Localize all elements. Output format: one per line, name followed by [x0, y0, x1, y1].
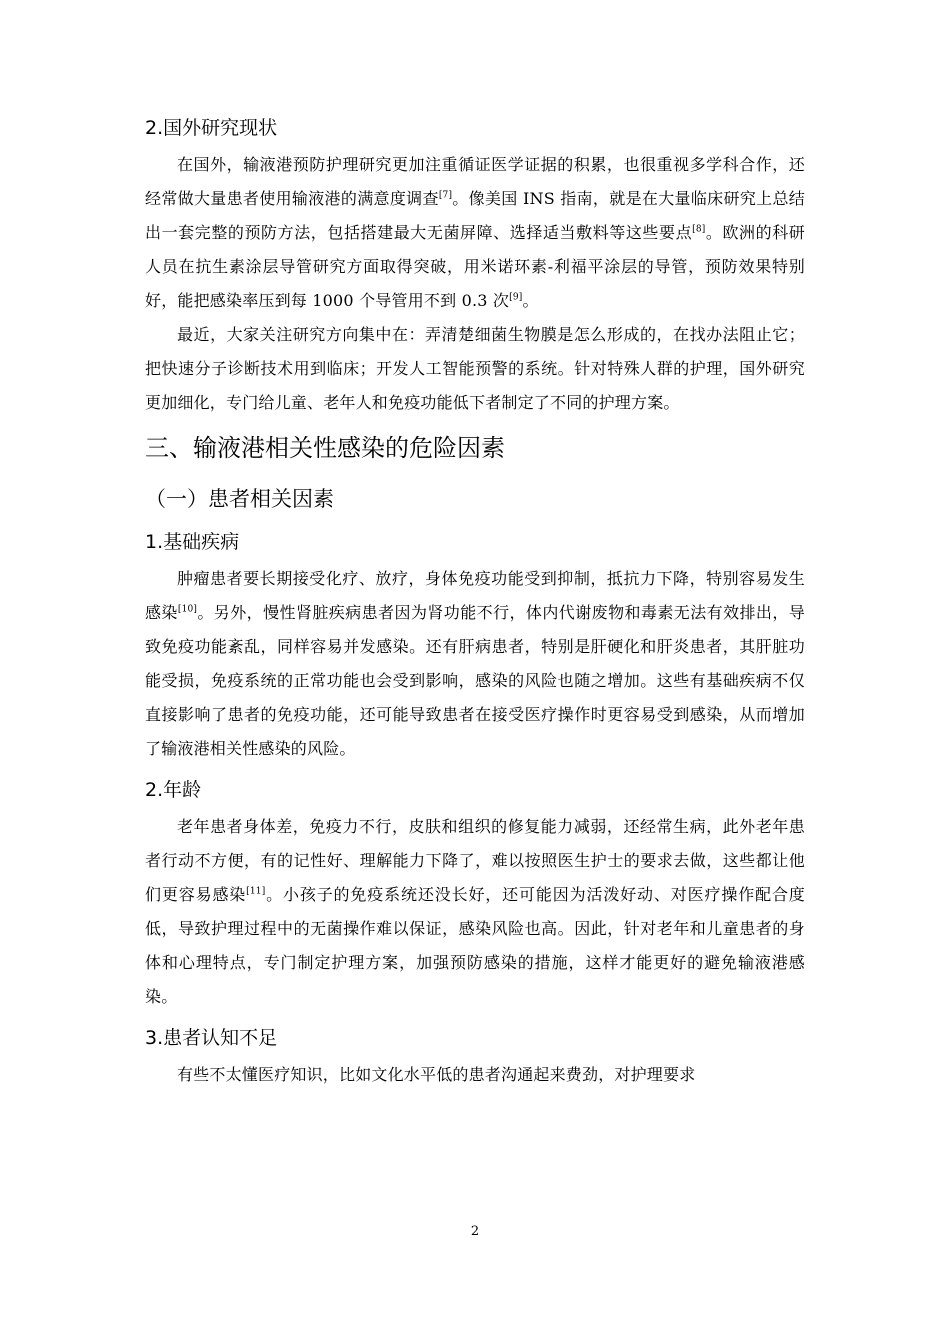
paragraph — [145, 562, 805, 766]
paragraph-text: 最近，大家关注研究方向集中在：弄清楚细菌生物膜是怎么形成的，在找办法阻止它；把快速分子诊断技术用到临床；开发人工智能预警的系统。针对特殊人群的护理，国外研究更加细化，专门给儿童、老年人和免疫功能低下者制定了不同的护理方案。 — [145, 325, 805, 412]
paragraph-text: 。另外，慢性肾脏疾病患者因为肾功能不行，体内代谢废物和毒素无法有效排出，导致免疫功能紊乱，同样容易并发感染。还有肝病患者，特别是肝硬化和肝炎患者，其肝脏功能受损，免疫系统的正常功能也会受到影响，感染的风险也随之增加。这些有基础疾病不仅直接影响了患者的免疫功能，还可能导致患者在接受医疗操作时更容易受到感染，从而增加了输液港相关性感染的风险。 — [145, 603, 805, 758]
paragraph — [145, 318, 805, 420]
subsection-heading: （一）患者相关因素 — [145, 487, 334, 511]
citation-ref: [7] — [438, 190, 453, 201]
paragraph — [145, 148, 805, 318]
paragraph-text: 肿瘤患者要长期接受化疗、放疗，身体免疫功能受到抑制，抵抗力下降，特别容易发生感染 — [145, 569, 805, 622]
document-body — [145, 108, 805, 1092]
subheading: 2.年龄 — [145, 779, 202, 801]
paragraph-text: 。欧洲的科研人员在抗生素涂层导管研究方面取得突破，用米诺环素-利福平涂层的导管，预防效果特别好，能把感染率压到每 1000 个导管用不到 0.3 次 — [145, 223, 805, 310]
subheading: 1.基础疾病 — [145, 531, 240, 553]
paragraph-text: 有些不太懂医疗知识，比如文化水平低的患者沟通起来费劲，对护理要求 — [177, 1065, 696, 1084]
paragraph-text: 。 — [522, 291, 539, 310]
subheading: 2.国外研究现状 — [145, 117, 278, 139]
paragraph — [145, 810, 805, 1014]
citation-ref: [10] — [177, 604, 198, 615]
paragraph-text: 。像美国 INS 指南，就是在大量临床研究上总结出一套完整的预防方法，包括搭建最大无菌屏障、选择适当敷料等这些要点 — [145, 189, 805, 242]
paragraph-text: 。小孩子的免疫系统还没长好，还可能因为活泼好动、对医疗操作配合度低，导致护理过程中的无菌操作难以保证，感染风险也高。因此，针对老年和儿童患者的身体和心理特点，专门制定护理方案，加强预防感染的措施，这样才能更好的避免输液港感染。 — [145, 885, 805, 1006]
page-number: 2 — [470, 1224, 480, 1239]
paragraph-text: 在国外，输液港预防护理研究更加注重循证医学证据的积累，也很重视多学科合作，还经常做大量患者使用输液港的满意度调查 — [145, 155, 805, 208]
citation-ref: [9] — [509, 292, 523, 303]
citation-ref: [8] — [692, 224, 706, 235]
paragraph-text: 老年患者身体差，免疫力不行，皮肤和组织的修复能力减弱，还经常生病，此外老年患者行动不方便，有的记性好、理解能力下降了，难以按照医生护士的要求去做，这些都让他们更容易感染 — [145, 817, 805, 904]
section-heading: 三、输液港相关性感染的危险因素 — [145, 434, 505, 462]
paragraph — [145, 1058, 805, 1092]
subheading: 3.患者认知不足 — [145, 1027, 278, 1049]
citation-ref: [11] — [246, 886, 266, 897]
